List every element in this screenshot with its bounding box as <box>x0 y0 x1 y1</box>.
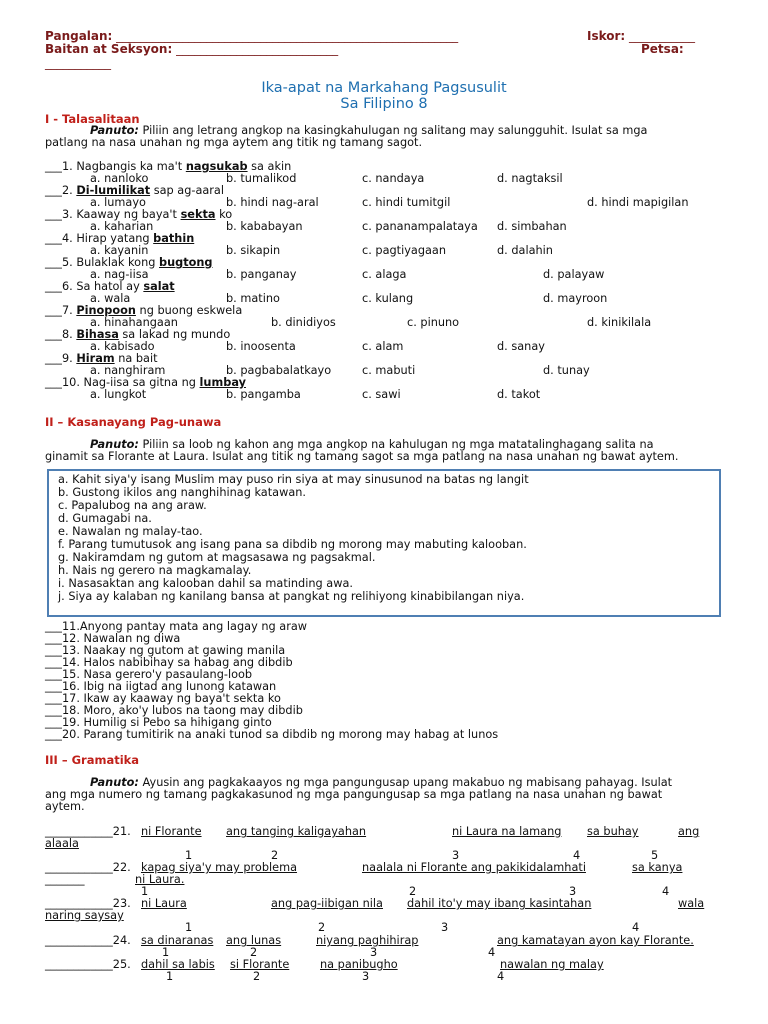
choice-item: f. Parang tumutusok ang isang pana sa dibdib ng morong may mabuting kalooban. <box>58 538 527 551</box>
idiom-item: ___18. Moro, ako'y lubos na taong may dibdib <box>45 704 303 717</box>
vocab-option: d. tunay <box>543 364 590 377</box>
phrase-number: 2 <box>318 921 326 934</box>
phrase-number: 2 <box>409 885 417 898</box>
vocab-option: d. takot <box>497 388 541 401</box>
choice-item: e. Nawalan ng malay-tao. <box>58 525 203 538</box>
vocab-option: a. nanloko <box>90 172 149 185</box>
vocab-question: ___5. Bulaklak kong bugtong <box>45 256 213 269</box>
vocab-question: ___1. Nagbangis ka ma't nagsukab sa akin <box>45 160 292 173</box>
vocab-question: ___10. Nag-iisa sa gitna ng lumbay <box>45 376 246 389</box>
vocab-option: b. matino <box>226 292 280 305</box>
arrange-phrase: ni Laura na lamang <box>452 825 562 838</box>
arrange-phrase: ang kamatayan ayon kay Florante. <box>497 934 694 947</box>
arrange-item-number: ____________25. <box>45 958 131 971</box>
vocab-option: a. nanghiram <box>90 364 166 377</box>
vocab-question: ___8. Bihasa sa lakad ng mundo <box>45 328 231 341</box>
arrange-phrase: si Florante <box>230 958 290 971</box>
choice-item: a. Kahit siya'y isang Muslim may puso rin siya at may sinusunod na batas ng langit <box>58 473 529 486</box>
idiom-item: ___16. Ibig na iigtad ang lunong katawan <box>45 680 277 693</box>
phrase-number: 1 <box>162 946 170 959</box>
arrange-phrase: kapag siya'y may problema <box>141 861 298 874</box>
vocab-option: d. simbahan <box>497 220 567 233</box>
part2-directions: Panuto: Piliin sa loob ng kahon ang mga angkop na kahulugan ng mga matatalinghagang salita na <box>90 438 654 451</box>
vocab-option: a. lumayo <box>90 196 146 209</box>
phrase-number: 1 <box>185 921 193 934</box>
phrase-number: 4 <box>497 970 505 983</box>
arrange-item-number: ____________22. <box>45 861 131 874</box>
vocab-option: b. panganay <box>226 268 297 281</box>
part3-directions-cont2: aytem. <box>45 800 85 813</box>
arrange-phrase-cont: ni Laura. <box>135 873 185 886</box>
arrange-phrase: dahil ito'y may ibang kasintahan <box>407 897 592 910</box>
arrange-phrase: niyang paghihirap <box>316 934 419 947</box>
vocab-question: ___3. Kaaway ng baya't sekta ko <box>45 208 233 221</box>
part3-directions-cont: ang mga numero ng tamang pagkakasunod ng mga pangungusap sa mga patlang na nasa unahan ng bawat <box>45 788 663 801</box>
vocab-option: c. pagtiyagaan <box>362 244 447 257</box>
vocab-option: d. hindi mapigilan <box>587 196 689 209</box>
vocab-option: a. kaharian <box>90 220 154 233</box>
vocab-question: ___4. Hirap yatang bathin <box>45 232 195 245</box>
vocab-question: ___9. Hiram na bait <box>45 352 158 365</box>
phrase-number: 4 <box>573 849 581 862</box>
vocab-option: c. nandaya <box>362 172 425 185</box>
phrase-number: 3 <box>362 970 370 983</box>
phrase-number: 3 <box>569 885 577 898</box>
idiom-item: ___20. Parang tumitirik na anaki tunod sa dibdib ng morong may habag at lunos <box>45 728 499 741</box>
page-subtitle: Sa Filipino 8 <box>340 96 428 112</box>
vocab-option: b. tumalikod <box>226 172 297 185</box>
score-label: Iskor: ___________ <box>587 29 696 43</box>
blank-line: _______ <box>45 873 85 886</box>
phrase-number: 5 <box>651 849 659 862</box>
part1-directions-cont: patlang na nasa unahan ng mga aytem ang titik ng tamang sagot. <box>45 136 423 149</box>
arrange-phrase: sa buhay <box>587 825 639 838</box>
part2-heading: II – Kasanayang Pag-unawa <box>45 415 222 429</box>
vocab-option: c. pananampalataya <box>362 220 478 233</box>
vocab-option: b. hindi nag-aral <box>226 196 319 209</box>
idiom-item: ___15. Nasa gerero'y pasaulang-loob <box>45 668 253 681</box>
vocab-option: a. wala <box>90 292 131 305</box>
vocab-option: d. mayroon <box>543 292 608 305</box>
vocab-option: b. inoosenta <box>226 340 296 353</box>
date-label: Petsa: <box>641 42 684 56</box>
arrange-phrase: sa kanya <box>632 861 683 874</box>
vocab-option: b. sikapin <box>226 244 281 257</box>
vocab-option: d. palayaw <box>543 268 605 281</box>
vocab-option: a. lungkot <box>90 388 147 401</box>
vocab-question: ___6. Sa hatol ay salat <box>45 280 175 293</box>
grade-label: Baitan at Seksyon: ___________________________ <box>45 42 339 56</box>
vocab-option: c. sawi <box>362 388 401 401</box>
vocab-option: d. kinikilala <box>587 316 652 329</box>
arrange-item-number: ____________23. <box>45 897 131 910</box>
arrange-phrase: ang lunas <box>226 934 282 947</box>
arrange-phrase: ni Florante <box>141 825 202 838</box>
arrange-phrase: ang <box>678 825 700 838</box>
phrase-number: 1 <box>166 970 174 983</box>
arrange-phrase: nawalan ng malay <box>500 958 604 971</box>
vocab-option: c. pinuno <box>407 316 460 329</box>
idiom-item: ___11.Anyong pantay mata ang lagay ng araw <box>45 620 307 633</box>
vocab-option: b. dinidiyos <box>271 316 336 329</box>
vocab-option: b. kababayan <box>226 220 303 233</box>
arrange-phrase-cont: naring saysay <box>45 909 124 922</box>
vocab-option: a. kayanin <box>90 244 149 257</box>
arrange-item-number: ____________21. <box>45 825 131 838</box>
vocab-option: d. dalahin <box>497 244 553 257</box>
choice-item: h. Nais ng gerero na magkamalay. <box>58 564 252 577</box>
choice-item: g. Nakiramdam ng gutom at magsasawa ng pagsakmal. <box>58 551 376 564</box>
part1-directions: Panuto: Piliin ang letrang angkop na kasingkahulugan ng salitang may salungguhit. Isulat sa mga <box>90 124 648 137</box>
idiom-item: ___12. Nawalan ng diwa <box>45 632 181 645</box>
arrange-phrase: sa dinaranas <box>141 934 214 947</box>
arrange-phrase: ang tanging kaligayahan <box>226 825 367 838</box>
phrase-number: 3 <box>452 849 460 862</box>
vocab-option: a. hinahangaan <box>90 316 178 329</box>
arrange-phrase: dahil sa labis <box>141 958 215 971</box>
vocab-option: d. nagtaksil <box>497 172 563 185</box>
phrase-number: 1 <box>185 849 193 862</box>
page-title: Ika-apat na Markahang Pagsusulit <box>261 80 507 96</box>
idiom-item: ___17. Ikaw ay kaaway ng baya't sekta ko <box>45 692 281 705</box>
phrase-number: 3 <box>441 921 449 934</box>
idiom-item: ___13. Naakay ng gutom at gawing manila <box>45 644 286 657</box>
choice-item: i. Nasasaktan ang kalooban dahil sa matinding awa. <box>58 577 353 590</box>
vocab-option: b. pagbabalatkayo <box>226 364 332 377</box>
vocab-option: c. alaga <box>362 268 407 281</box>
vocab-question: ___7. Pinopoon ng buong eskwela <box>45 304 243 317</box>
vocab-option: c. hindi tumitgil <box>362 196 451 209</box>
phrase-number: 2 <box>271 849 279 862</box>
part3-heading: III – Gramatika <box>45 753 140 767</box>
choice-item: c. Papalubog na ang araw. <box>58 499 207 512</box>
vocab-option: c. mabuti <box>362 364 416 377</box>
arrange-phrase: ang pag-iibigan nila <box>271 897 383 910</box>
choice-item: b. Gustong ikilos ang nanghihinag katawan. <box>58 486 306 499</box>
phrase-number: 4 <box>632 921 640 934</box>
idiom-item: ___19. Humilig si Pebo sa hihigang ginto <box>45 716 272 729</box>
name-label: Pangalan: _________________________________________________________ <box>45 29 459 43</box>
part2-directions-cont: ginamit sa Florante at Laura. Isulat ang titik ng tamang sagot sa mga patlang na nasa unahan ng bawat aytem. <box>45 450 679 463</box>
part1-heading: I - Talasalitaan <box>45 112 140 126</box>
vocab-option: a. kabisado <box>90 340 155 353</box>
choice-item: d. Gumagabi na. <box>58 512 152 525</box>
idiom-item: ___14. Halos nabibihay sa habag ang dibdib <box>45 656 293 669</box>
arrange-phrase: wala <box>678 897 705 910</box>
arrange-phrase: naalala ni Florante ang pakikidalamhati <box>362 861 586 874</box>
vocab-option: c. alam <box>362 340 404 353</box>
date-line: ___________ <box>45 56 111 70</box>
part3-directions: Panuto: Ayusin ang pagkakaayos ng mga pangungusap upang makabuo ng mabisang pahayag. Isulat <box>90 776 673 789</box>
arrange-phrase: na panibugho <box>320 958 398 971</box>
phrase-number: 1 <box>141 885 149 898</box>
vocab-option: b. pangamba <box>226 388 301 401</box>
phrase-number: 4 <box>488 946 496 959</box>
phrase-number: 2 <box>253 970 261 983</box>
phrase-number: 3 <box>370 946 378 959</box>
vocab-option: a. nag-iisa <box>90 268 149 281</box>
arrange-item-number: ____________24. <box>45 934 131 947</box>
vocab-option: d. sanay <box>497 340 545 353</box>
choice-item: j. Siya ay kalaban ng kanilang bansa at pangkat ng relihiyong kinabibilangan niya. <box>58 590 525 603</box>
vocab-question: ___2. Di-lumilikat sap ag-aaral <box>45 184 224 197</box>
phrase-number: 2 <box>250 946 258 959</box>
arrange-phrase: ni Laura <box>141 897 187 910</box>
vocab-option: c. kulang <box>362 292 414 305</box>
arrange-phrase-cont: alaala <box>45 837 79 850</box>
phrase-number: 4 <box>662 885 670 898</box>
